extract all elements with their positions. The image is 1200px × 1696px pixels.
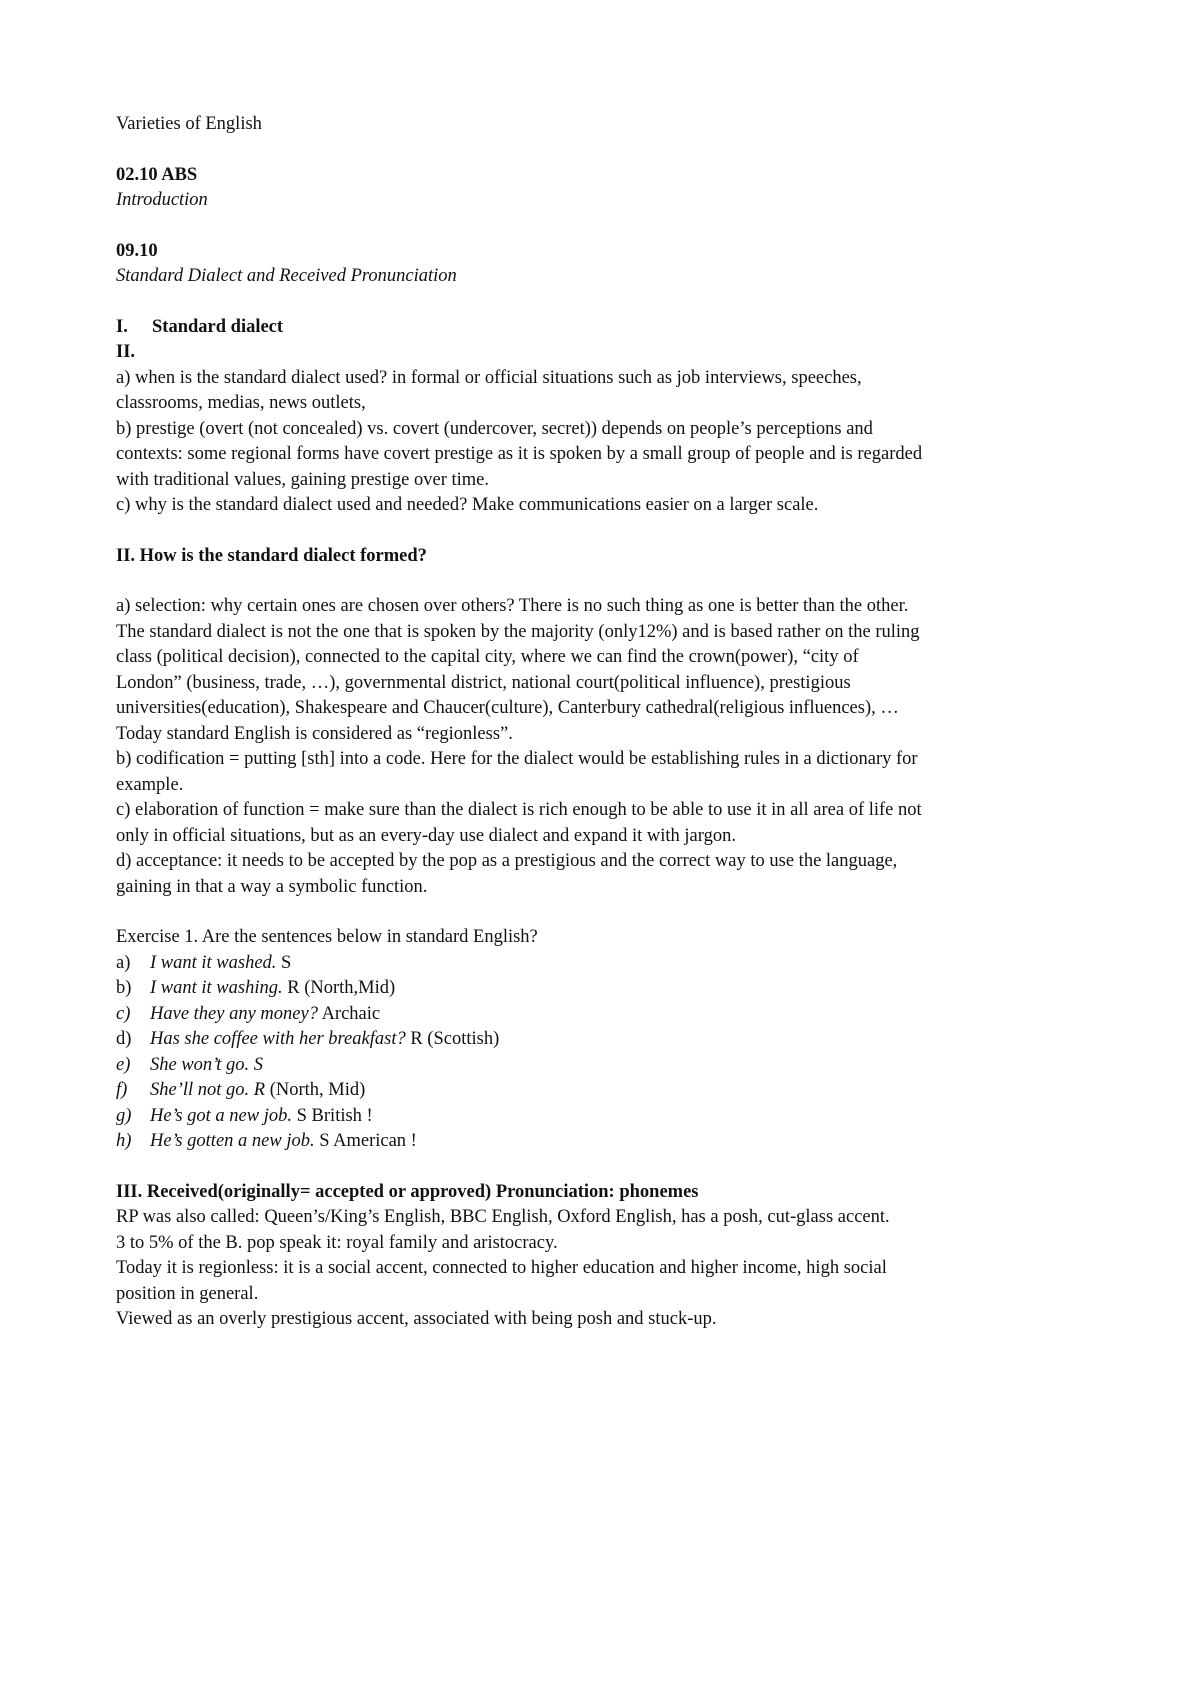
text-line: c) elaboration of function = make sure than the dialect is rich enough to be able to use it in all area of life not [116,800,922,820]
exercise-item [116,951,1096,977]
text-line: Today it is regionless: it is a social accent, connected to higher education and higher income, high social [116,1258,887,1278]
exercise-item-answer: R (Scottish) [405,1029,500,1049]
session-date-2: 09.10 [116,240,158,261]
exercise-item [116,1002,1096,1028]
exercise-prompt: Exercise 1. Are the sentences below in standard English? [116,927,538,947]
exercise-item-answer: S British ! [292,1105,373,1126]
exercise-item-sentence: Have they any money? [150,1003,318,1024]
exercise-item-answer: S American ! [314,1131,417,1151]
text-line: Today standard English is considered as “regionless”. [116,723,513,744]
text-line: a) when is the standard dialect used? in formal or official situations such as job interviews, speeches, [116,367,862,388]
exercise-item-sentence: She won’t go. S [150,1054,264,1075]
text-line: b) codification = putting [sth] into a code. Here for the dialect would be establishing rules in a dictionary for [116,749,918,769]
exercise-item-letter: a) [116,952,131,973]
exercise-item-sentence: I want it washed. [150,952,277,973]
exercise-item-sentence: Has she coffee with her breakfast? [150,1029,406,1049]
text-line: only in official situations, but as an every-day use dialect and expand it with jargon. [116,825,736,846]
section-title: Standard dialect [152,316,284,337]
text-line: b) prestige (overt (not concealed) vs. covert (undercover, secret)) depends on people’s perceptions and [116,418,873,439]
exercise-item-sentence: He’s gotten a new job. [150,1131,315,1151]
exercise-item-letter: h) [116,1131,132,1151]
exercise-item-letter: c) [116,1003,131,1024]
document-body [116,112,1096,1333]
section-heading-3: III. Received(originally= accepted or approved) Pronunciation: phonemes [116,1181,699,1202]
exercise-item [116,1053,1096,1079]
exercise-item-answer: Archaic [317,1003,381,1024]
text-line: d) acceptance: it needs to be accepted by the pop as a prestigious and the correct way to use the language, [116,851,898,871]
exercise-item-answer: S [276,952,292,973]
exercise-item [116,1078,1096,1104]
text-line: The standard dialect is not the one that is spoken by the majority (only12%) and is based rather on the ruling [116,621,920,642]
text-line: RP was also called: Queen’s/King’s English, BBC English, Oxford English, has a posh, cut-glass accent. [116,1207,890,1227]
document-title: Varieties of English [116,114,262,134]
section-number: I. [116,316,128,337]
text-line: with traditional values, gaining prestige over time. [116,469,489,490]
text-line: Viewed as an overly prestigious accent, associated with being posh and stuck-up. [116,1309,717,1329]
exercise-item-letter: g) [116,1105,132,1126]
text-line: class (political decision), connected to the capital city, where we can find the crown(power), “city of [116,647,859,667]
exercise-item-letter: f) [116,1080,128,1100]
text-line: 3 to 5% of the B. pop speak it: royal family and aristocracy. [116,1232,558,1253]
text-line: classrooms, medias, news outlets, [116,393,366,413]
exercise-item-answer: (North, Mid) [265,1080,366,1100]
exercise-item-answer: R (North,Mid) [282,978,396,998]
exercise-item-sentence: She’ll not go. R [150,1080,266,1100]
text-line: gaining in that a way a symbolic function. [116,876,428,897]
text-line: a) selection: why certain ones are chosen over others? There is no such thing as one is better than the other. [116,596,909,616]
exercise-item-letter: e) [116,1054,131,1075]
section-heading-1 [116,315,1096,341]
exercise-list [116,951,1096,1155]
exercise-item [116,976,1096,1002]
exercise-item-letter: b) [116,978,132,998]
text-line: position in general. [116,1283,259,1304]
text-line: example. [116,774,184,795]
text-line: London” (business, trade, …), governmental district, national court(political influence), prestigious [116,672,851,693]
session-date-1: 02.10 ABS [116,164,198,185]
exercise-item [116,1104,1096,1130]
section-number-2: II. [116,342,136,362]
text-line: contexts: some regional forms have covert prestige as it is spoken by a small group of people and is regarded [116,444,923,464]
exercise-item-sentence: I want it washing. [150,978,283,998]
exercise-item [116,1027,1096,1053]
exercise-item-letter: d) [116,1029,132,1049]
session-topic-2: Standard Dialect and Received Pronunciation [116,266,457,286]
session-topic-1: Introduction [116,190,208,210]
text-line: c) why is the standard dialect used and needed? Make communications easier on a larger scale. [116,495,819,515]
text-line: universities(education), Shakespeare and Chaucer(culture), Canterbury cathedral(religious influences), … [116,698,899,718]
section-heading-2: II. How is the standard dialect formed? [116,545,427,566]
exercise-item-sentence: He’s got a new job. [150,1105,293,1126]
exercise-item [116,1129,1096,1155]
